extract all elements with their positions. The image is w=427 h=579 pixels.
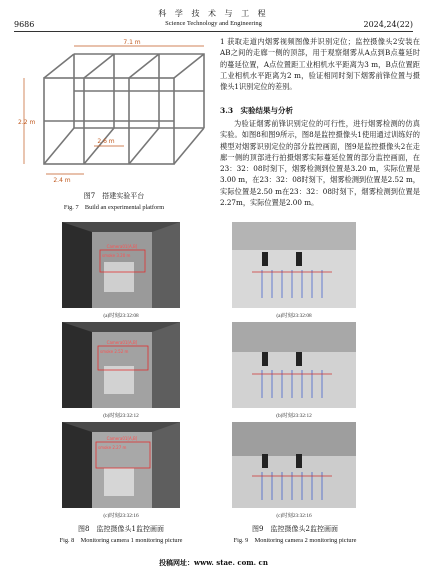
paragraph-setup: 1 获取走道内烟雾视频图像并识别定位；监控摄像头2安装在AB之间的走廊一侧的顶部，用于观察烟雾从A点到B点蔓延时的蔓延位置，A点位置距工业相机水平距离为3 m，B点位置距工业相机水平距离为2 m，验证相同时刻下烟雾前锋位置与摄像头1识别定位的差别。 xyxy=(220,37,420,92)
camera1-frame-c xyxy=(62,422,180,508)
dim-length-label: 7.1 m xyxy=(123,39,141,46)
figure9-panel-a xyxy=(232,222,356,308)
figure8-subcaption-a: (a)时刻23:32:08 xyxy=(103,313,139,319)
dim-height-label: 2.2 m xyxy=(18,119,36,126)
figure8-panel-b xyxy=(62,322,180,408)
figure9-subcaption-c: (c)时刻23:32:16 xyxy=(276,513,312,519)
dim-width-label: 2.4 m xyxy=(53,177,71,184)
detect-text-c: smoke 2.27 m xyxy=(98,445,127,450)
figure8-panel-a xyxy=(62,222,180,308)
journal-title: 科 学 技 术 与 工 程 xyxy=(158,9,269,18)
figure9-caption-en: Fig. 9 Monitoring camera 2 monitoring picture xyxy=(233,537,357,544)
camera2-frame-c xyxy=(232,422,356,508)
section-heading: 3.3 实验结果与分析 xyxy=(220,106,294,115)
camera2-frame-a xyxy=(232,222,356,308)
camera1-label-a: Camera01[A,B] xyxy=(106,244,138,249)
figure9-subcaption-b: (b)时刻23:32:12 xyxy=(276,413,312,419)
detect-text-a: smoke 3.20 m xyxy=(102,253,131,258)
camera1-frame-b xyxy=(62,322,180,408)
journal-title-en: Science Technology and Engineering xyxy=(165,20,262,27)
camera2-frame-b xyxy=(232,322,356,408)
figure9-caption-cn: 图9 监控摄像头2监控画面 xyxy=(252,525,338,533)
figure8-panel-c xyxy=(62,422,180,508)
figure7-drawing xyxy=(14,36,214,184)
issue-info: 2024,24(22) xyxy=(363,20,413,29)
camera1-label-c: Camera01[A,B] xyxy=(106,436,138,441)
camera1-label-b: Camera01[A,B] xyxy=(106,340,138,345)
paragraph-results: 为验证烟雾前锋识别定位的可行性，进行烟雾检测的仿真实验。如图8和图9所示，图8是监控摄像头1使用通过训练好的模型对烟雾识别定位的部分监控画面，图9是监控摄像头2在走廊一侧的顶部进行拍摄烟雾实际蔓延位置的部分监控画面，在23：32：08时刻下，烟雾检测到位置是3.20 m，实际位置是3.00 m，在23：32：08时刻下，烟雾检测到位置是2.52 m，实际位置是2.50 m在23：32：08时刻下，烟雾检测到位置是2.27m，实际位置是2.00 m。 xyxy=(220,119,420,208)
header-rule xyxy=(14,31,413,32)
figure9-panel-c xyxy=(232,422,356,508)
page-number: 9686 xyxy=(14,20,35,29)
figure7-caption-cn: 图7 搭建实验平台 xyxy=(83,192,145,200)
figure7-wireframe xyxy=(14,36,214,184)
camera1-frame-a xyxy=(62,222,180,308)
figure9-subcaption-a: (a)时刻23:32:08 xyxy=(276,313,312,319)
detect-text-b: smoke 2.52 m xyxy=(100,349,129,354)
figure8-subcaption-b: (b)时刻23:32:12 xyxy=(103,413,139,419)
footer-url: 投稿网址：www. stae. com. cn xyxy=(159,558,268,567)
dim-inner-label: 2.6 m xyxy=(97,138,115,145)
figure7-caption-en: Fig. 7 Build an experimental platform xyxy=(63,204,165,211)
figure9-panel-b xyxy=(232,322,356,408)
figure8-caption-en: Fig. 8 Monitoring camera 1 monitoring picture xyxy=(59,537,183,544)
figure8-subcaption-c: (c)时刻23:32:16 xyxy=(103,513,139,519)
figure8-caption-cn: 图8 监控摄像头1监控画面 xyxy=(78,525,164,533)
